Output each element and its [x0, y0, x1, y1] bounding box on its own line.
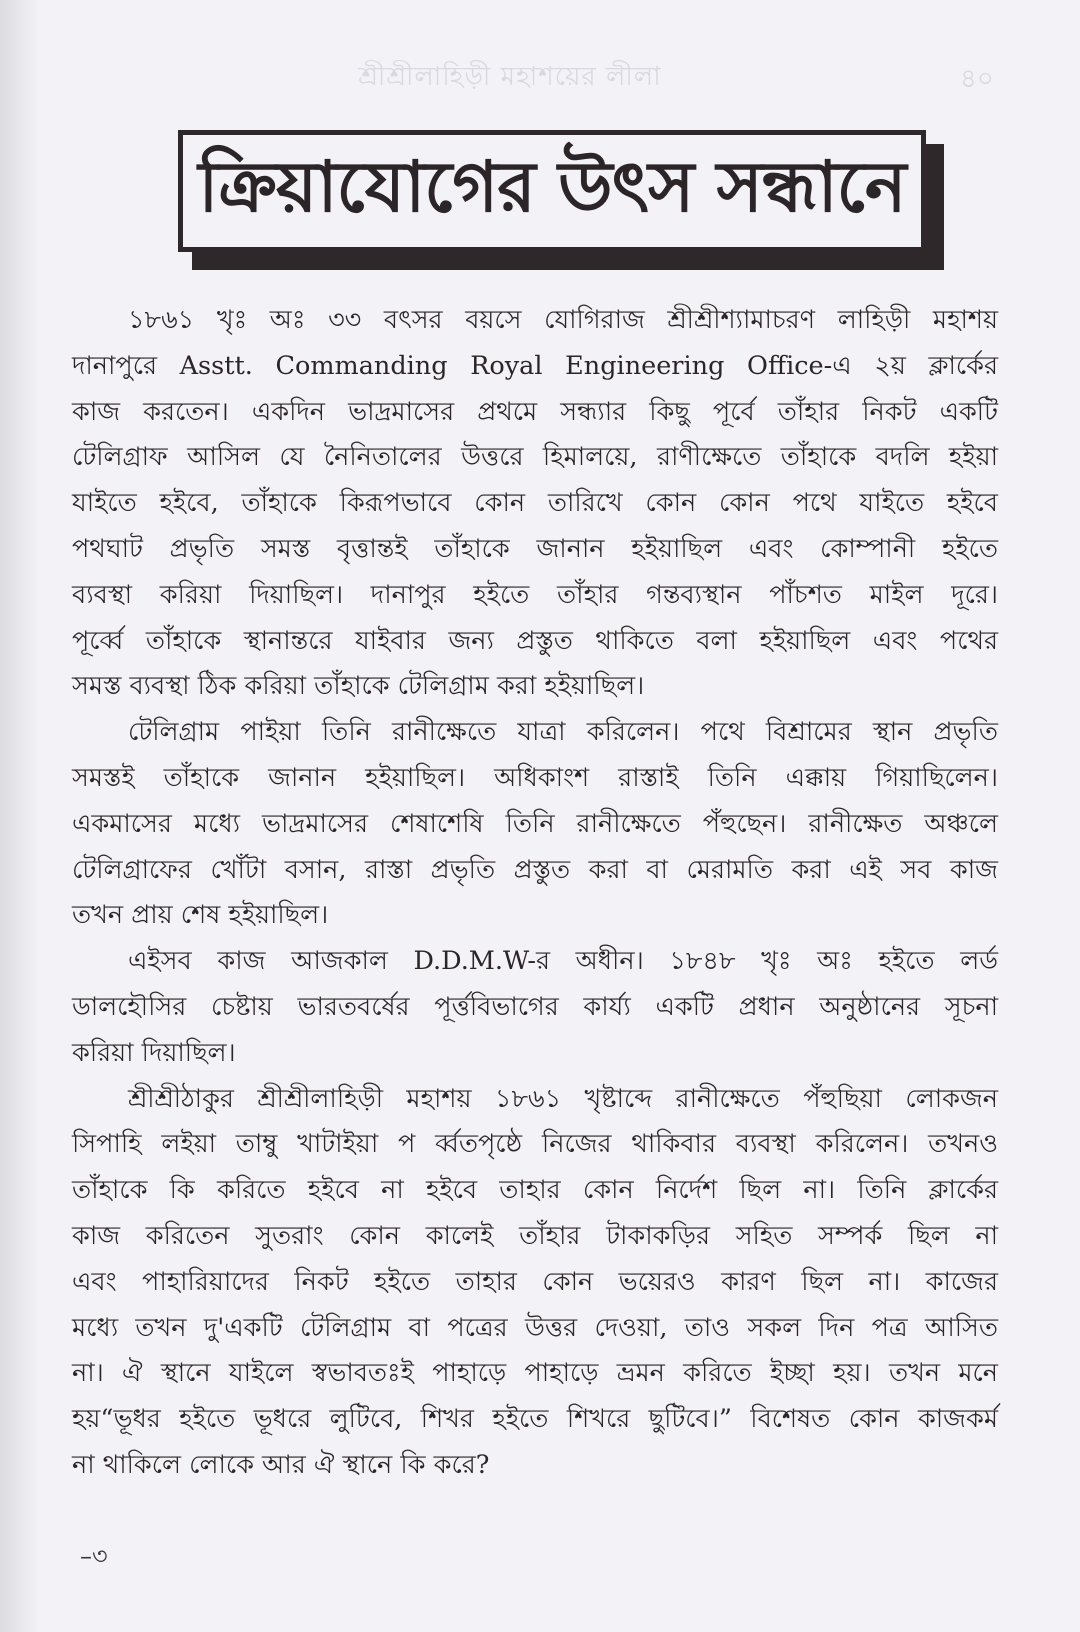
text-line: করিয়া দিয়াছিল।: [72, 1037, 236, 1068]
text-line: শ্রীশ্রীঠাকুর শ্রীশ্রীলাহিড়ী মহাশয় ১৮৬১ খৃষ্টাব্দে রানীক্ষেতে পঁহুছিয়া লোকজন: [128, 1083, 998, 1114]
text-line: টেলিগ্রাম পাইয়া তিনি রানীক্ষেতে যাত্রা করিলেন। পথে বিশ্রামের স্থান প্রভৃতি: [128, 717, 998, 748]
text-line: যাইতে হইবে, তাঁহাকে কিরূপভাবে কোন তারিখে কোন কোন পথে যাইতে হইবে: [72, 488, 998, 519]
paragraph-3: [72, 939, 998, 1076]
text-line: সমস্ত ব্যবস্থা ঠিক করিয়া তাঁহাকে টেলিগ্রাম করা হইয়াছিল।: [72, 671, 645, 702]
text-line: মধ্যে তখন দু'একটি টেলিগ্রাম বা পত্রের উত্তর দেওয়া, তাও সকল দিন পত্র আসিত: [72, 1312, 998, 1343]
text-line: তখন প্রায় শেষ হইয়াছিল।: [72, 900, 329, 931]
text-line: পূর্ব্বে তাঁহাকে স্থানান্তরে যাইবার জন্য প্রস্তুত থাকিতে বলা হইয়াছিল এবং পথের: [72, 625, 998, 656]
text-line: হয়“ভূধর হইতে ভূধরে লুটিবে, শিখর হইতে শিখরে ছুটিবে।” বিশেষত কোন কাজকর্ম: [72, 1404, 998, 1435]
paragraph-4: [72, 1077, 998, 1489]
paragraph-1: [72, 298, 998, 710]
text-line: টেলিগ্রাফের খোঁটা বসান, রাস্তা প্রভৃতি প্রস্তুত করা বা মেরামতি করা এই সব কাজ: [72, 854, 998, 885]
text-line: একমাসের মধ্যে ভাদ্রমাসের শেষাশেষি তিনি রানীক্ষেতে পঁহুছেন। রানীক্ষেত অঞ্চলে: [72, 808, 998, 839]
text-line: এইসব কাজ আজকাল D.D.M.W-র অধীন। ১৮৪৮ খৃঃ অঃ হইতে লর্ড: [128, 946, 998, 977]
chapter-title-box: [178, 130, 926, 252]
text-line: কাজ করিতেন সুতরাং কোন কালেই তাঁহার টাকাকড়ির সহিত সম্পর্ক ছিল না: [72, 1220, 998, 1251]
text-line: টেলিগ্রাফ আসিল যে নৈনিতালের উত্তরে হিমালয়ে, রাণীক্ষেতে তাঁহাকে বদলি হইয়া: [72, 442, 998, 473]
text-line: সিপাহি লইয়া তাম্বু খাটাইয়া প র্ব্বতপৃষ্ঠে নিজের থাকিবার ব্যবস্থা করিলেন। তখনও: [72, 1129, 998, 1160]
body-text: [72, 298, 998, 1489]
text-line: ১৮৬১ খৃঃ অঃ ৩৩ বৎসর বয়সে যোগিরাজ শ্রীশ্রীশ্যামাচরণ লাহিড়ী মহাশয়: [128, 305, 998, 335]
text-line: সমস্তই তাঁহাকে জানান হইয়াছিল। অধিকাংশ রাস্তাই তিনি এক্কায় গিয়াছিলেন।: [72, 762, 998, 793]
chapter-title: ক্রিয়াযোগের উৎস সন্ধানে: [198, 145, 906, 228]
text-line: তাঁহাকে কি করিতে হইবে না হইবে তাহার কোন নির্দেশ ছিল না। তিনি ক্লার্কের: [72, 1175, 998, 1206]
text-line: এবং পাহারিয়াদের নিকট হইতে তাহার কোন ভয়েরও কারণ ছিল না। কাজের: [72, 1266, 998, 1297]
paragraph-2: [72, 710, 998, 939]
text-line: কাজ করতেন। একদিন ভাদ্রমাসের প্রথমে সন্ধ্যার কিছু পূর্বে তাঁহার নিকট একটি: [72, 396, 998, 427]
text-line: দানাপুরে Asstt. Commanding Royal Engineering Office-এ ২য় ক্লার্কের: [72, 350, 998, 381]
text-line: ব্যবস্থা করিয়া দিয়াছিল। দানাপুর হইতে তাঁহার গন্তব্যস্থান পাঁচশত মাইল দূরে।: [72, 579, 998, 610]
text-line: না থাকিলে লোকে আর ঐ স্থানে কি করে?: [72, 1449, 490, 1480]
chapter-title-frame: [178, 130, 930, 256]
page-signature-marker: –৩: [80, 1542, 108, 1570]
page-number-top: ৪০: [960, 64, 994, 94]
running-head: শ্রীশ্রীলাহিড়ী মহাশয়ের লীলা: [358, 62, 662, 92]
text-line: ডালহৌসির চেষ্টায় ভারতবর্ষের পূর্ত্তবিভাগের কার্য্য একটি প্রধান অনুষ্ঠানের সূচনা: [72, 991, 998, 1022]
text-line: পথঘাট প্রভৃতি সমস্ত বৃত্তান্তই তাঁহাকে জানান হইয়াছিল এবং কোম্পানী হইতে: [72, 533, 998, 564]
text-line: না। ঐ স্থানে যাইলে স্বভাবতঃই পাহাড়ে পাহাড়ে ভ্রমন করিতে ইচ্ছা হয়। তখন মনে: [72, 1358, 998, 1389]
page-gutter-shadow: [0, 0, 40, 1632]
